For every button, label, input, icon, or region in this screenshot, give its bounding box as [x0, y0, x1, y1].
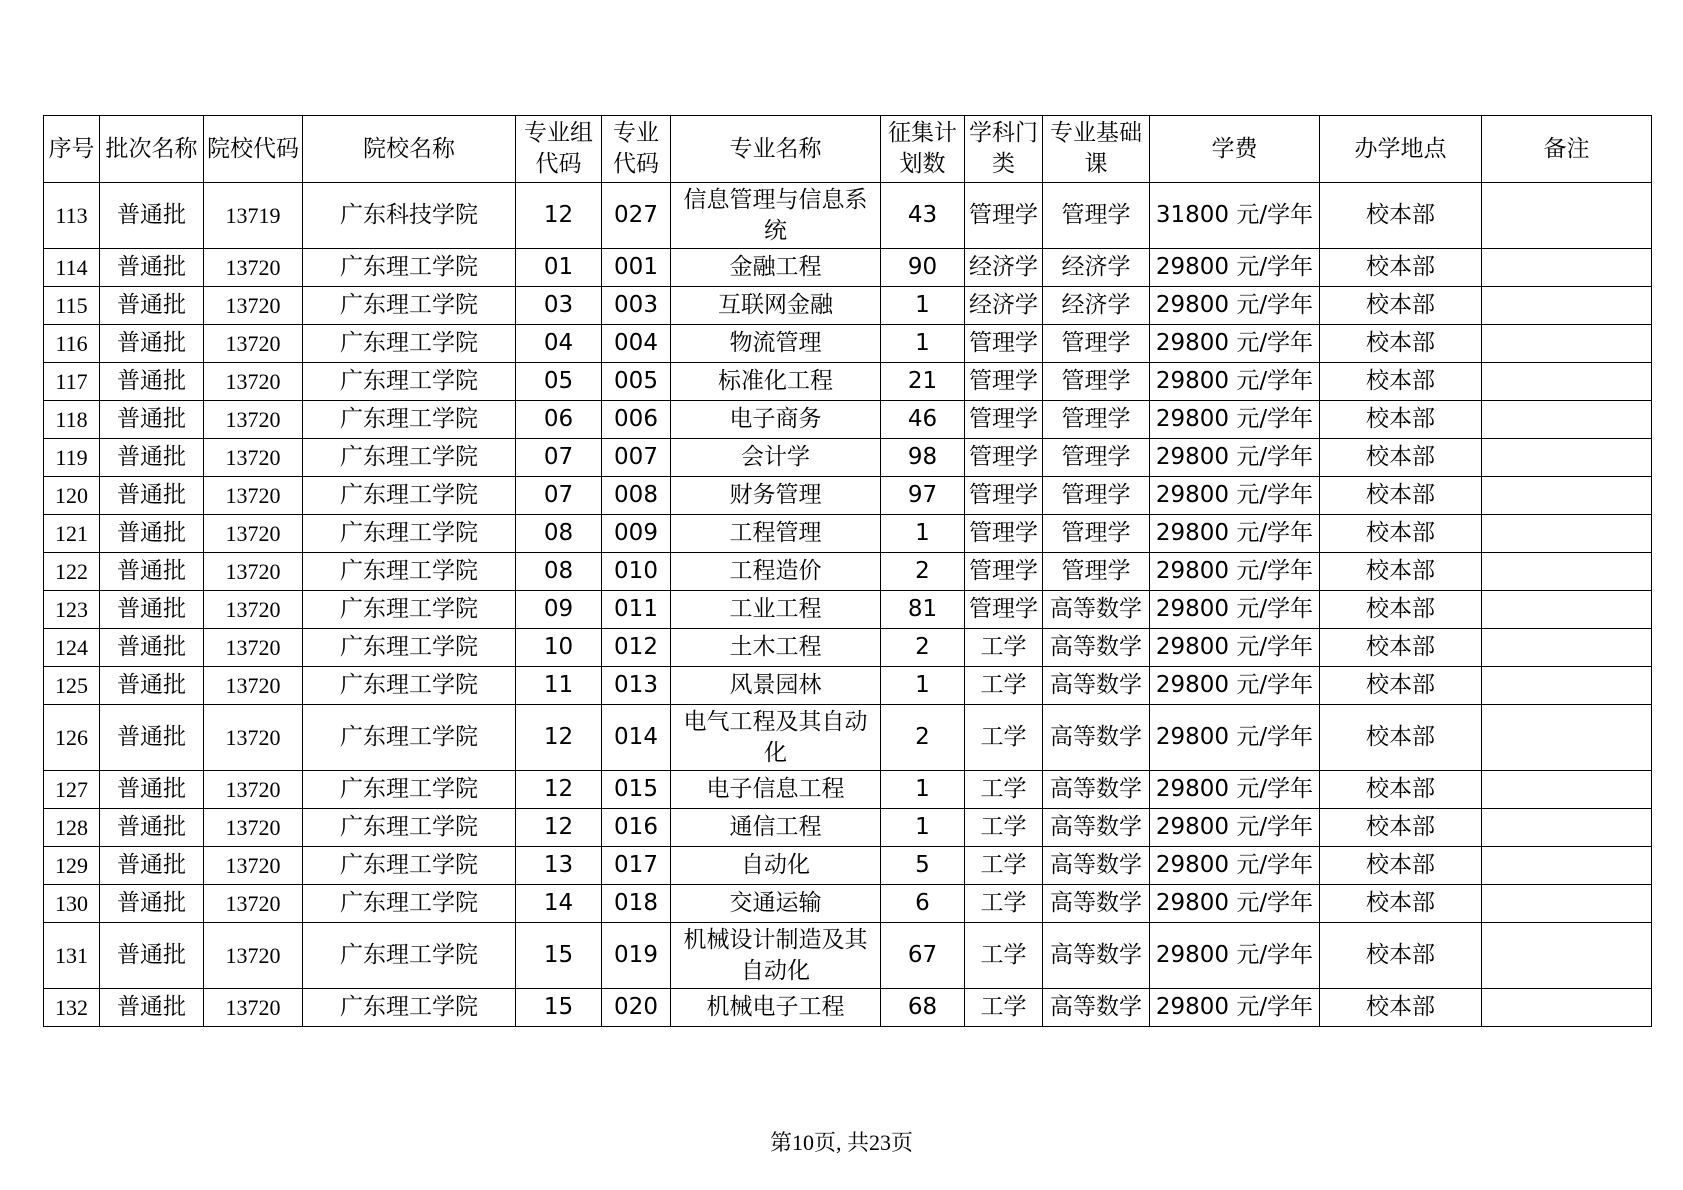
- cell-location: 校本部: [1320, 705, 1482, 771]
- cell-group-code: 15: [516, 989, 602, 1027]
- cell-major-code: 008: [602, 477, 671, 515]
- cell-base-course: 高等数学: [1043, 591, 1150, 629]
- cell-school-code: 13720: [204, 989, 303, 1027]
- cell-school-name: 广东理工学院: [303, 705, 516, 771]
- cell-remark: [1482, 989, 1652, 1027]
- cell-tuition: 29800 元/学年: [1150, 847, 1320, 885]
- cell-school-name: 广东理工学院: [303, 401, 516, 439]
- cell-seq: 125: [44, 667, 100, 705]
- cell-location: 校本部: [1320, 439, 1482, 477]
- cell-batch: 普通批: [100, 629, 204, 667]
- cell-remark: [1482, 363, 1652, 401]
- cell-discipline: 工学: [965, 705, 1043, 771]
- cell-school-code: 13720: [204, 591, 303, 629]
- cell-discipline: 管理学: [965, 477, 1043, 515]
- cell-base-course: 管理学: [1043, 401, 1150, 439]
- cell-batch: 普通批: [100, 325, 204, 363]
- cell-discipline: 管理学: [965, 401, 1043, 439]
- header-row: [44, 116, 1652, 183]
- cell-discipline: 工学: [965, 885, 1043, 923]
- cell-location: 校本部: [1320, 553, 1482, 591]
- cell-group-code: 08: [516, 553, 602, 591]
- cell-major-name: 风景园林: [671, 667, 881, 705]
- header-discipline: 学科门类: [965, 116, 1043, 183]
- cell-location: 校本部: [1320, 771, 1482, 809]
- table-row: [44, 809, 1652, 847]
- cell-location: 校本部: [1320, 363, 1482, 401]
- cell-major-code: 013: [602, 667, 671, 705]
- cell-base-course: 管理学: [1043, 439, 1150, 477]
- cell-school-code: 13720: [204, 923, 303, 989]
- cell-plan-count: 68: [881, 989, 965, 1027]
- cell-school-name: 广东理工学院: [303, 515, 516, 553]
- cell-remark: [1482, 629, 1652, 667]
- cell-school-name: 广东理工学院: [303, 989, 516, 1027]
- cell-group-code: 07: [516, 477, 602, 515]
- cell-base-course: 高等数学: [1043, 771, 1150, 809]
- cell-batch: 普通批: [100, 591, 204, 629]
- cell-discipline: 工学: [965, 923, 1043, 989]
- cell-remark: [1482, 515, 1652, 553]
- enrollment-table: [43, 115, 1652, 1027]
- cell-base-course: 管理学: [1043, 477, 1150, 515]
- cell-location: 校本部: [1320, 591, 1482, 629]
- cell-school-code: 13720: [204, 515, 303, 553]
- cell-tuition: 31800 元/学年: [1150, 183, 1320, 249]
- cell-tuition: 29800 元/学年: [1150, 667, 1320, 705]
- cell-base-course: 高等数学: [1043, 923, 1150, 989]
- cell-batch: 普通批: [100, 363, 204, 401]
- cell-remark: [1482, 183, 1652, 249]
- cell-major-name: 工程管理: [671, 515, 881, 553]
- cell-seq: 115: [44, 287, 100, 325]
- cell-discipline: 工学: [965, 847, 1043, 885]
- cell-discipline: 工学: [965, 667, 1043, 705]
- cell-batch: 普通批: [100, 923, 204, 989]
- header-school-name: 院校名称: [303, 116, 516, 183]
- cell-group-code: 01: [516, 249, 602, 287]
- cell-seq: 127: [44, 771, 100, 809]
- cell-school-code: 13720: [204, 809, 303, 847]
- page-footer: 第10页, 共23页: [769, 1130, 913, 1155]
- cell-major-name: 工程造价: [671, 553, 881, 591]
- table-row: [44, 923, 1652, 989]
- cell-discipline: 管理学: [965, 325, 1043, 363]
- cell-group-code: 08: [516, 515, 602, 553]
- header-base-course: 专业基础课: [1043, 116, 1150, 183]
- table-row: [44, 847, 1652, 885]
- cell-major-code: 003: [602, 287, 671, 325]
- cell-remark: [1482, 809, 1652, 847]
- table-row: [44, 591, 1652, 629]
- cell-seq: 126: [44, 705, 100, 771]
- cell-tuition: 29800 元/学年: [1150, 989, 1320, 1027]
- cell-base-course: 经济学: [1043, 287, 1150, 325]
- cell-plan-count: 43: [881, 183, 965, 249]
- cell-location: 校本部: [1320, 249, 1482, 287]
- cell-seq: 130: [44, 885, 100, 923]
- cell-discipline: 管理学: [965, 591, 1043, 629]
- cell-discipline: 工学: [965, 629, 1043, 667]
- cell-location: 校本部: [1320, 885, 1482, 923]
- cell-major-name: 标准化工程: [671, 363, 881, 401]
- table-row: [44, 515, 1652, 553]
- cell-major-name: 会计学: [671, 439, 881, 477]
- cell-tuition: 29800 元/学年: [1150, 249, 1320, 287]
- cell-major-code: 027: [602, 183, 671, 249]
- cell-group-code: 12: [516, 809, 602, 847]
- cell-base-course: 高等数学: [1043, 667, 1150, 705]
- cell-base-course: 高等数学: [1043, 989, 1150, 1027]
- cell-major-name: 土木工程: [671, 629, 881, 667]
- header-seq: 序号: [44, 116, 100, 183]
- cell-batch: 普通批: [100, 477, 204, 515]
- cell-plan-count: 81: [881, 591, 965, 629]
- cell-batch: 普通批: [100, 809, 204, 847]
- cell-batch: 普通批: [100, 439, 204, 477]
- cell-tuition: 29800 元/学年: [1150, 629, 1320, 667]
- header-school-code: 院校代码: [204, 116, 303, 183]
- cell-major-code: 005: [602, 363, 671, 401]
- cell-batch: 普通批: [100, 401, 204, 439]
- header-group-code: 专业组代码: [516, 116, 602, 183]
- cell-school-code: 13719: [204, 183, 303, 249]
- cell-base-course: 高等数学: [1043, 705, 1150, 771]
- cell-school-code: 13720: [204, 705, 303, 771]
- cell-location: 校本部: [1320, 923, 1482, 989]
- cell-group-code: 07: [516, 439, 602, 477]
- cell-seq: 119: [44, 439, 100, 477]
- cell-seq: 128: [44, 809, 100, 847]
- cell-remark: [1482, 439, 1652, 477]
- cell-batch: 普通批: [100, 249, 204, 287]
- cell-tuition: 29800 元/学年: [1150, 553, 1320, 591]
- cell-major-name: 互联网金融: [671, 287, 881, 325]
- cell-tuition: 29800 元/学年: [1150, 477, 1320, 515]
- header-plan-count: 征集计划数: [881, 116, 965, 183]
- cell-plan-count: 1: [881, 667, 965, 705]
- cell-base-course: 高等数学: [1043, 847, 1150, 885]
- header-major-name: 专业名称: [671, 116, 881, 183]
- cell-seq: 113: [44, 183, 100, 249]
- cell-school-code: 13720: [204, 885, 303, 923]
- cell-school-code: 13720: [204, 363, 303, 401]
- cell-remark: [1482, 553, 1652, 591]
- table-row: [44, 401, 1652, 439]
- cell-plan-count: 6: [881, 885, 965, 923]
- cell-major-code: 018: [602, 885, 671, 923]
- cell-plan-count: 2: [881, 553, 965, 591]
- cell-group-code: 15: [516, 923, 602, 989]
- cell-major-name: 财务管理: [671, 477, 881, 515]
- cell-tuition: 29800 元/学年: [1150, 809, 1320, 847]
- cell-base-course: 高等数学: [1043, 885, 1150, 923]
- cell-discipline: 经济学: [965, 249, 1043, 287]
- cell-location: 校本部: [1320, 183, 1482, 249]
- cell-major-name: 电子商务: [671, 401, 881, 439]
- cell-major-name: 机械设计制造及其自动化: [671, 923, 881, 989]
- cell-remark: [1482, 401, 1652, 439]
- cell-tuition: 29800 元/学年: [1150, 363, 1320, 401]
- cell-seq: 123: [44, 591, 100, 629]
- table-row: [44, 477, 1652, 515]
- cell-seq: 131: [44, 923, 100, 989]
- cell-discipline: 经济学: [965, 287, 1043, 325]
- cell-group-code: 12: [516, 771, 602, 809]
- cell-base-course: 管理学: [1043, 183, 1150, 249]
- cell-seq: 122: [44, 553, 100, 591]
- cell-plan-count: 1: [881, 287, 965, 325]
- cell-location: 校本部: [1320, 287, 1482, 325]
- cell-seq: 129: [44, 847, 100, 885]
- cell-remark: [1482, 591, 1652, 629]
- cell-seq: 118: [44, 401, 100, 439]
- table-row: [44, 553, 1652, 591]
- cell-school-name: 广东理工学院: [303, 363, 516, 401]
- cell-plan-count: 67: [881, 923, 965, 989]
- table-row: [44, 885, 1652, 923]
- cell-major-name: 电子信息工程: [671, 771, 881, 809]
- cell-school-name: 广东理工学院: [303, 885, 516, 923]
- cell-major-code: 011: [602, 591, 671, 629]
- cell-school-code: 13720: [204, 249, 303, 287]
- cell-plan-count: 1: [881, 809, 965, 847]
- table-row: [44, 183, 1652, 249]
- cell-school-code: 13720: [204, 401, 303, 439]
- cell-seq: 117: [44, 363, 100, 401]
- cell-tuition: 29800 元/学年: [1150, 705, 1320, 771]
- cell-major-code: 017: [602, 847, 671, 885]
- header-remark: 备注: [1482, 116, 1652, 183]
- cell-discipline: 管理学: [965, 183, 1043, 249]
- cell-major-code: 001: [602, 249, 671, 287]
- cell-tuition: 29800 元/学年: [1150, 401, 1320, 439]
- cell-batch: 普通批: [100, 885, 204, 923]
- cell-major-code: 016: [602, 809, 671, 847]
- cell-discipline: 管理学: [965, 439, 1043, 477]
- cell-plan-count: 98: [881, 439, 965, 477]
- cell-school-name: 广东理工学院: [303, 553, 516, 591]
- cell-tuition: 29800 元/学年: [1150, 885, 1320, 923]
- cell-group-code: 09: [516, 591, 602, 629]
- cell-base-course: 高等数学: [1043, 809, 1150, 847]
- cell-base-course: 高等数学: [1043, 629, 1150, 667]
- cell-plan-count: 1: [881, 325, 965, 363]
- cell-group-code: 14: [516, 885, 602, 923]
- cell-school-name: 广东理工学院: [303, 629, 516, 667]
- cell-remark: [1482, 287, 1652, 325]
- cell-group-code: 04: [516, 325, 602, 363]
- cell-plan-count: 97: [881, 477, 965, 515]
- cell-major-code: 014: [602, 705, 671, 771]
- cell-remark: [1482, 325, 1652, 363]
- cell-batch: 普通批: [100, 553, 204, 591]
- cell-school-name: 广东理工学院: [303, 439, 516, 477]
- cell-base-course: 经济学: [1043, 249, 1150, 287]
- cell-group-code: 13: [516, 847, 602, 885]
- cell-batch: 普通批: [100, 771, 204, 809]
- cell-major-name: 工业工程: [671, 591, 881, 629]
- cell-seq: 116: [44, 325, 100, 363]
- cell-base-course: 管理学: [1043, 515, 1150, 553]
- cell-tuition: 29800 元/学年: [1150, 515, 1320, 553]
- cell-school-code: 13720: [204, 847, 303, 885]
- cell-tuition: 29800 元/学年: [1150, 591, 1320, 629]
- cell-discipline: 工学: [965, 771, 1043, 809]
- table-row: [44, 363, 1652, 401]
- cell-remark: [1482, 667, 1652, 705]
- table-row: [44, 667, 1652, 705]
- cell-major-code: 009: [602, 515, 671, 553]
- cell-major-code: 019: [602, 923, 671, 989]
- cell-location: 校本部: [1320, 401, 1482, 439]
- cell-seq: 132: [44, 989, 100, 1027]
- cell-location: 校本部: [1320, 989, 1482, 1027]
- cell-school-name: 广东理工学院: [303, 809, 516, 847]
- cell-major-code: 012: [602, 629, 671, 667]
- cell-seq: 120: [44, 477, 100, 515]
- cell-batch: 普通批: [100, 989, 204, 1027]
- cell-base-course: 管理学: [1043, 553, 1150, 591]
- cell-plan-count: 1: [881, 515, 965, 553]
- table-row: [44, 325, 1652, 363]
- cell-batch: 普通批: [100, 705, 204, 771]
- cell-plan-count: 2: [881, 629, 965, 667]
- cell-batch: 普通批: [100, 183, 204, 249]
- cell-plan-count: 5: [881, 847, 965, 885]
- cell-major-name: 电气工程及其自动化: [671, 705, 881, 771]
- cell-major-code: 007: [602, 439, 671, 477]
- cell-tuition: 29800 元/学年: [1150, 325, 1320, 363]
- cell-batch: 普通批: [100, 667, 204, 705]
- cell-group-code: 05: [516, 363, 602, 401]
- cell-location: 校本部: [1320, 809, 1482, 847]
- table-row: [44, 705, 1652, 771]
- cell-school-code: 13720: [204, 629, 303, 667]
- cell-tuition: 29800 元/学年: [1150, 771, 1320, 809]
- cell-school-name: 广东理工学院: [303, 325, 516, 363]
- cell-discipline: 工学: [965, 989, 1043, 1027]
- cell-batch: 普通批: [100, 847, 204, 885]
- cell-major-name: 交通运输: [671, 885, 881, 923]
- cell-school-code: 13720: [204, 477, 303, 515]
- cell-remark: [1482, 885, 1652, 923]
- cell-major-name: 物流管理: [671, 325, 881, 363]
- cell-base-course: 管理学: [1043, 325, 1150, 363]
- cell-major-code: 004: [602, 325, 671, 363]
- cell-school-name: 广东理工学院: [303, 771, 516, 809]
- cell-discipline: 工学: [965, 809, 1043, 847]
- cell-group-code: 12: [516, 183, 602, 249]
- cell-tuition: 29800 元/学年: [1150, 287, 1320, 325]
- table-row: [44, 249, 1652, 287]
- cell-school-code: 13720: [204, 439, 303, 477]
- header-location: 办学地点: [1320, 116, 1482, 183]
- cell-seq: 114: [44, 249, 100, 287]
- cell-school-code: 13720: [204, 287, 303, 325]
- cell-major-name: 金融工程: [671, 249, 881, 287]
- cell-location: 校本部: [1320, 629, 1482, 667]
- cell-discipline: 管理学: [965, 553, 1043, 591]
- cell-plan-count: 46: [881, 401, 965, 439]
- cell-major-name: 机械电子工程: [671, 989, 881, 1027]
- table-row: [44, 771, 1652, 809]
- table-row: [44, 439, 1652, 477]
- cell-location: 校本部: [1320, 477, 1482, 515]
- table-row: [44, 287, 1652, 325]
- cell-school-name: 广东理工学院: [303, 287, 516, 325]
- cell-school-name: 广东理工学院: [303, 923, 516, 989]
- cell-group-code: 06: [516, 401, 602, 439]
- header-tuition: 学费: [1150, 116, 1320, 183]
- cell-batch: 普通批: [100, 515, 204, 553]
- cell-remark: [1482, 923, 1652, 989]
- cell-remark: [1482, 705, 1652, 771]
- cell-group-code: 03: [516, 287, 602, 325]
- cell-school-name: 广东科技学院: [303, 183, 516, 249]
- cell-major-name: 自动化: [671, 847, 881, 885]
- cell-school-code: 13720: [204, 771, 303, 809]
- cell-plan-count: 2: [881, 705, 965, 771]
- cell-location: 校本部: [1320, 515, 1482, 553]
- cell-tuition: 29800 元/学年: [1150, 923, 1320, 989]
- header-batch: 批次名称: [100, 116, 204, 183]
- cell-seq: 124: [44, 629, 100, 667]
- cell-school-name: 广东理工学院: [303, 477, 516, 515]
- cell-plan-count: 90: [881, 249, 965, 287]
- cell-base-course: 管理学: [1043, 363, 1150, 401]
- cell-school-name: 广东理工学院: [303, 249, 516, 287]
- cell-remark: [1482, 477, 1652, 515]
- cell-plan-count: 1: [881, 771, 965, 809]
- cell-school-code: 13720: [204, 553, 303, 591]
- table-row: [44, 989, 1652, 1027]
- cell-discipline: 管理学: [965, 363, 1043, 401]
- cell-major-code: 010: [602, 553, 671, 591]
- cell-major-name: 通信工程: [671, 809, 881, 847]
- cell-discipline: 管理学: [965, 515, 1043, 553]
- cell-location: 校本部: [1320, 847, 1482, 885]
- cell-plan-count: 21: [881, 363, 965, 401]
- cell-group-code: 11: [516, 667, 602, 705]
- cell-school-name: 广东理工学院: [303, 591, 516, 629]
- cell-batch: 普通批: [100, 287, 204, 325]
- cell-major-code: 015: [602, 771, 671, 809]
- table-row: [44, 629, 1652, 667]
- cell-major-name: 信息管理与信息系统: [671, 183, 881, 249]
- cell-major-code: 020: [602, 989, 671, 1027]
- cell-location: 校本部: [1320, 325, 1482, 363]
- cell-school-name: 广东理工学院: [303, 847, 516, 885]
- cell-tuition: 29800 元/学年: [1150, 439, 1320, 477]
- cell-seq: 121: [44, 515, 100, 553]
- cell-group-code: 12: [516, 705, 602, 771]
- cell-location: 校本部: [1320, 667, 1482, 705]
- cell-school-code: 13720: [204, 667, 303, 705]
- cell-remark: [1482, 771, 1652, 809]
- cell-major-code: 006: [602, 401, 671, 439]
- cell-remark: [1482, 249, 1652, 287]
- cell-remark: [1482, 847, 1652, 885]
- header-major-code: 专业代码: [602, 116, 671, 183]
- cell-group-code: 10: [516, 629, 602, 667]
- cell-school-code: 13720: [204, 325, 303, 363]
- cell-school-name: 广东理工学院: [303, 667, 516, 705]
